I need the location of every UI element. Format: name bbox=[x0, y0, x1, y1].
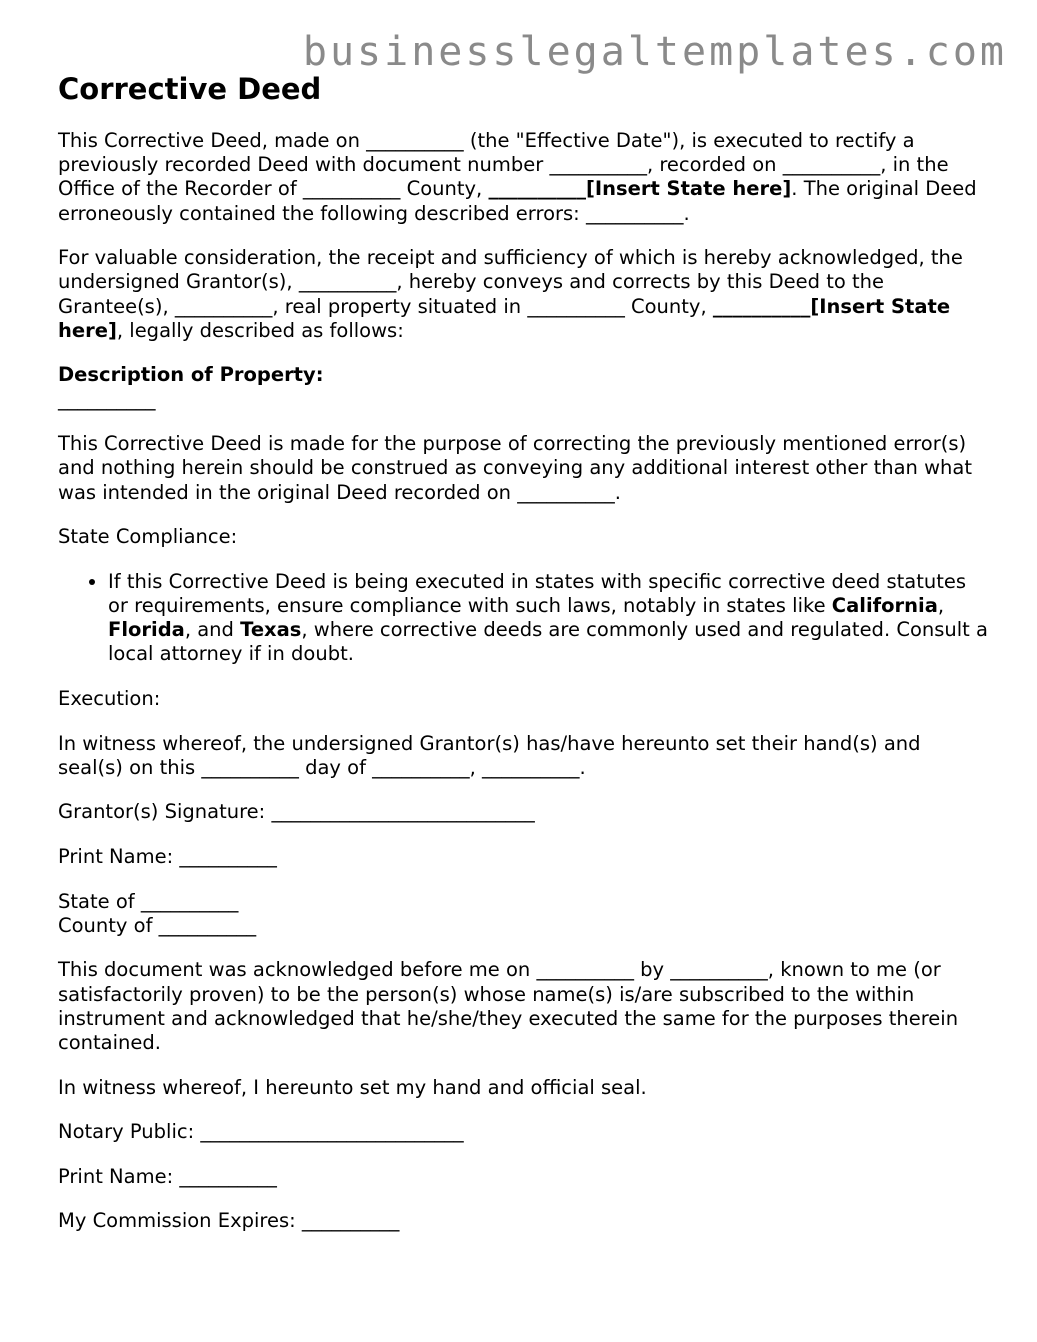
compliance-heading: State Compliance: bbox=[58, 525, 238, 549]
state-florida: Florida bbox=[108, 618, 185, 642]
document-body bbox=[58, 69, 988, 1254]
execution-paragraph: In witness whereof, the undersigned Grantor(s) has/have hereunto set their hand(s) and seal(s) on this __________ day of __________, __________. bbox=[58, 731, 921, 779]
errors-blank[interactable]: __________ bbox=[585, 201, 684, 225]
conveyance-paragraph: For valuable consideration, the receipt and sufficiency of which is hereby acknowledged, the undersigned Grantor(s), __________, hereby conveys and corrects by this Deed to the Grantee(s), __________, real property situated in __________ County, __________[Insert State here], legally described as follows: bbox=[58, 246, 963, 342]
notary-signature-line: Notary Public: ___________________________ bbox=[58, 1120, 464, 1144]
notary-signature-field[interactable]: ___________________________ bbox=[200, 1120, 464, 1144]
description-heading: Description of Property: bbox=[58, 363, 324, 387]
execution-year-blank[interactable]: __________ bbox=[482, 755, 580, 779]
state-placeholder: [Insert State here] bbox=[585, 177, 792, 201]
recorder-county-blank[interactable]: __________ bbox=[302, 177, 401, 201]
ack-name-blank[interactable]: __________ bbox=[670, 958, 768, 982]
grantor-signature-line: Grantor(s) Signature: ___________________________ bbox=[58, 800, 535, 824]
intro-paragraph: This Corrective Deed, made on __________ (the "Effective Date"), is executed to rectify a previously recorded Deed with document number __________, recorded on __________, in the Office of the Recorder of __________ County, __________[Insert State here]. The original Deed erroneously contained the following described errors: __________. bbox=[58, 129, 977, 225]
execution-month-blank[interactable]: __________ bbox=[372, 755, 470, 779]
watermark: businesslegaltemplates.com bbox=[302, 29, 1007, 75]
execution-heading: Execution: bbox=[58, 687, 161, 710]
grantor-signature-field[interactable]: ___________________________ bbox=[271, 800, 535, 824]
grantor-print-name-field[interactable]: __________ bbox=[179, 844, 277, 868]
venue-county-field[interactable]: __________ bbox=[158, 913, 257, 937]
commission-expires-field[interactable]: __________ bbox=[301, 1209, 400, 1233]
notary-print-name-line: Print Name: __________ bbox=[58, 1164, 277, 1188]
state-texas: Texas bbox=[240, 618, 302, 642]
effective-date-blank[interactable]: __________ bbox=[366, 129, 464, 152]
property-county-blank[interactable]: __________ bbox=[527, 294, 625, 318]
notary-print-name-field[interactable]: __________ bbox=[179, 1164, 277, 1188]
property-state-blank[interactable]: __________ bbox=[712, 294, 811, 318]
document-title: Corrective Deed bbox=[58, 72, 322, 106]
grantor-print-name-line: Print Name: __________ bbox=[58, 844, 277, 868]
document-number-blank[interactable]: __________ bbox=[549, 153, 647, 177]
original-deed-date-blank[interactable]: __________ bbox=[517, 480, 615, 504]
recorded-date-blank[interactable]: __________ bbox=[782, 153, 881, 177]
grantee-name-blank[interactable]: __________ bbox=[174, 294, 273, 318]
commission-expires-line: My Commission Expires: __________ bbox=[58, 1209, 400, 1233]
purpose-paragraph: This Corrective Deed is made for the purpose of correcting the previously mentioned error(s) and nothing herein should be construed as conveying any additional interest other than what was intended in the original Deed recorded on __________. bbox=[58, 432, 972, 504]
state-placeholder: [Insert State here] bbox=[58, 294, 951, 342]
state-california: California bbox=[831, 594, 938, 617]
ack-date-blank[interactable]: __________ bbox=[536, 958, 634, 982]
description-section bbox=[58, 363, 988, 411]
compliance-item: • If this Corrective Deed is being executed in states with specific corrective deed statutes or requirements, ensure compliance with such laws, notably in states like California, Florida, and Texas, where corrective deeds are commonly used and regulated. Consult a local attorney if in doubt. bbox=[108, 570, 988, 667]
compliance-list bbox=[58, 570, 988, 667]
venue-block: State of __________ County of __________ bbox=[58, 889, 257, 937]
grantor-name-blank[interactable]: __________ bbox=[298, 270, 397, 294]
venue-state-field[interactable]: __________ bbox=[140, 889, 239, 913]
execution-day-blank[interactable]: __________ bbox=[201, 755, 299, 779]
notary-witness-line: In witness whereof, I hereunto set my hand and official seal. bbox=[58, 1075, 647, 1099]
property-description-blank[interactable]: __________ bbox=[58, 387, 156, 411]
acknowledgment-paragraph: This document was acknowledged before me on __________ by __________, known to me (or satisfactorily proven) to be the person(s) whose name(s) is/are subscribed to the within instrument and acknowledged that he/she/they executed the same for the purposes therein contained. bbox=[58, 958, 959, 1054]
recorder-state-blank[interactable]: __________ bbox=[488, 177, 586, 201]
